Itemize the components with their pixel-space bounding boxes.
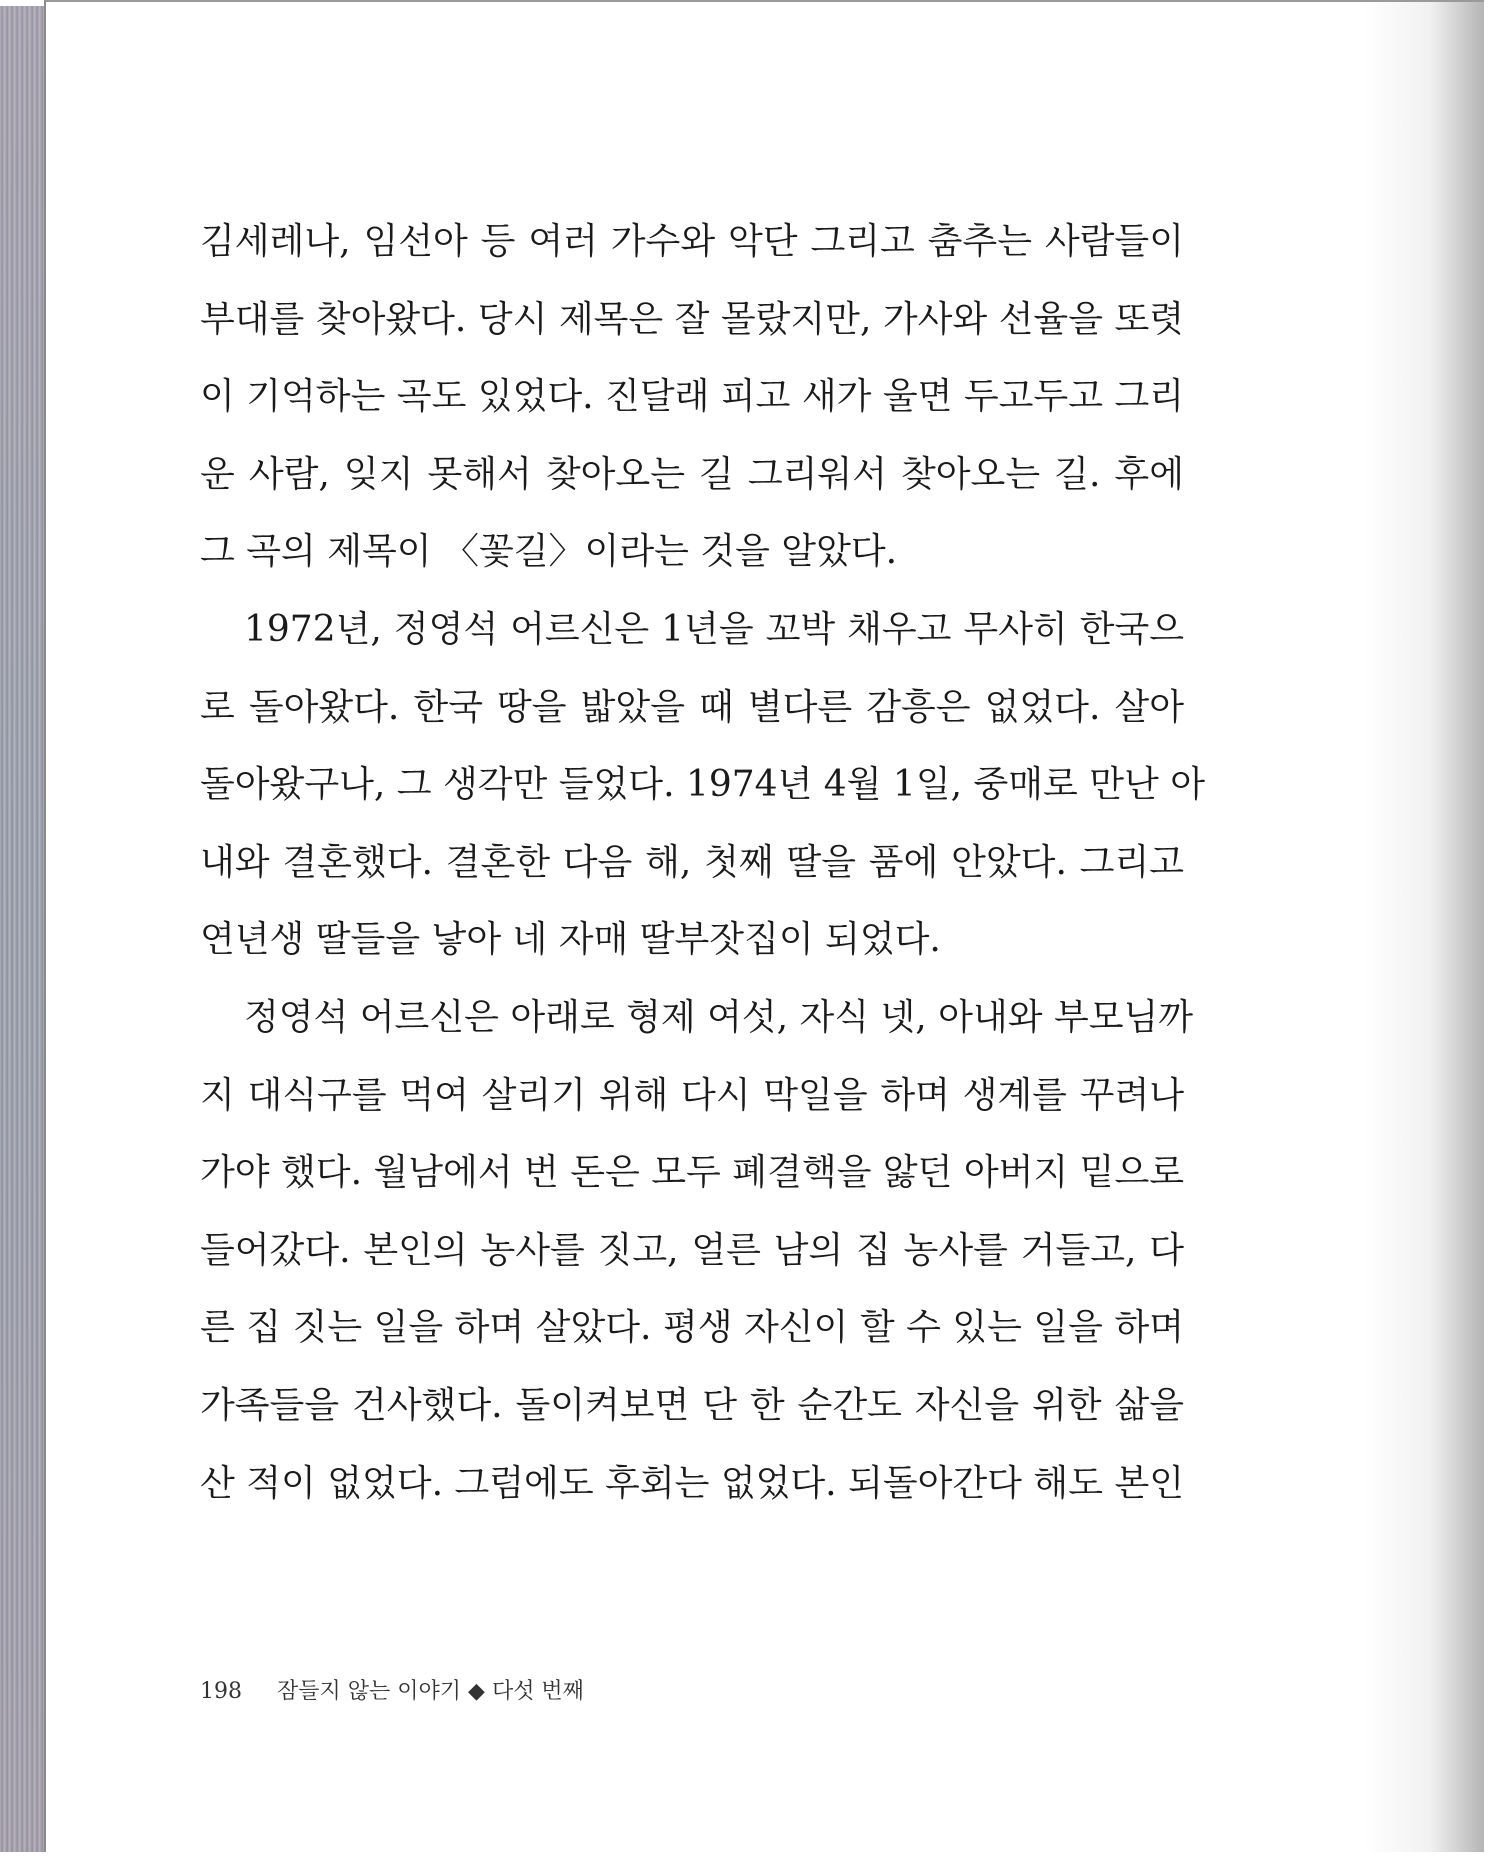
separator-diamond-icon: ◆	[468, 1679, 485, 1704]
running-section: 다섯 번째	[491, 1679, 584, 1704]
page-curl-shadow	[1364, 2, 1484, 1852]
text-line: 부대를 찾아왔다. 당시 제목은 잘 몰랐지만, 가사와 선율을 또렷	[200, 298, 1184, 340]
text-line: 연년생 딸들을 낳아 네 자매 딸부잣집이 되었다.	[200, 919, 941, 961]
text-line: 내와 결혼했다. 결혼한 다음 해, 첫째 딸을 품에 안았다. 그리고	[200, 841, 1184, 883]
text-line: 들어갔다. 본인의 농사를 짓고, 얼른 남의 집 농사를 거들고, 다	[200, 1229, 1184, 1271]
text-line: 가족들을 건사했다. 돌이켜보면 단 한 순간도 자신을 위한 삶을	[200, 1384, 1184, 1426]
text-line: 로 돌아왔다. 한국 땅을 밟았을 때 별다른 감흥은 없었다. 살아	[200, 686, 1184, 728]
text-line: 김세레나, 임선아 등 여러 가수와 악단 그리고 춤추는 사람들이	[200, 221, 1184, 262]
text-line: 산 적이 없었다. 그럼에도 후회는 없었다. 되돌아간다 해도 본인	[200, 1462, 1184, 1504]
running-title: 잠들지 않는 이야기	[277, 1679, 462, 1704]
body-text	[200, 221, 1206, 1543]
text-line: 그 곡의 제목이 〈꽃길〉이라는 것을 알았다.	[200, 531, 898, 573]
text-line: 1972년, 정영석 어르신은 1년을 꼬박 채우고 무사히 한국으	[244, 608, 1184, 650]
text-line: 이 기억하는 곡도 있었다. 진달래 피고 새가 울면 두고두고 그리	[200, 376, 1184, 418]
book-page-edges	[0, 6, 48, 1852]
text-line: 른 집 짓는 일을 하며 살았다. 평생 자신이 할 수 있는 일을 하며	[200, 1307, 1184, 1349]
text-line: 운 사람, 잊지 못해서 찾아오는 길 그리워서 찾아오는 길. 후에	[200, 453, 1184, 495]
page-footer	[200, 1674, 584, 1705]
text-line: 가야 했다. 월남에서 번 돈은 모두 폐결핵을 앓던 아버지 밑으로	[200, 1152, 1184, 1194]
text-line: 정영석 어르신은 아래로 형제 여섯, 자식 넷, 아내와 부모님까	[244, 996, 1194, 1038]
text-line: 돌아왔구나, 그 생각만 들었다. 1974년 4월 1일, 중매로 만난 아	[200, 764, 1206, 806]
page-number: 198	[200, 1679, 242, 1704]
text-line: 지 대식구를 먹여 살리기 위해 다시 막일을 하며 생계를 꾸려나	[200, 1074, 1185, 1116]
